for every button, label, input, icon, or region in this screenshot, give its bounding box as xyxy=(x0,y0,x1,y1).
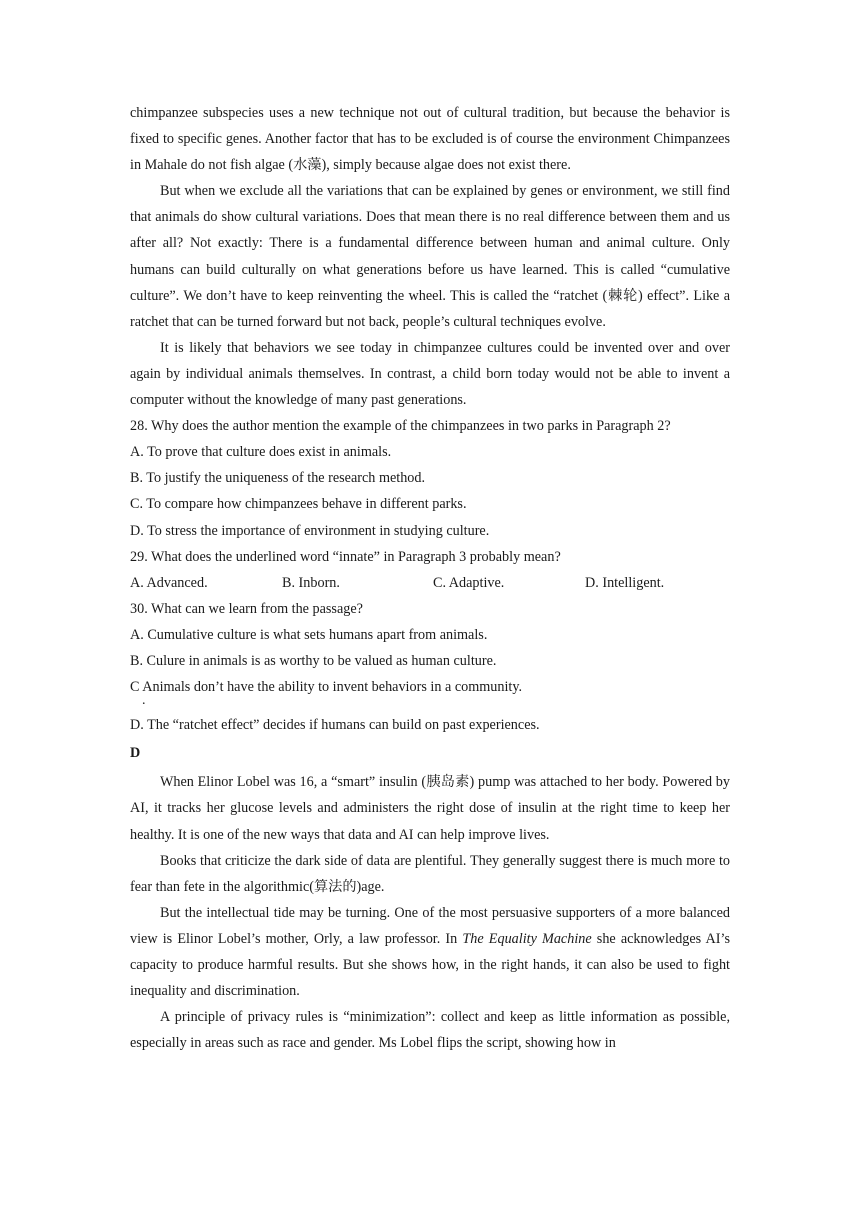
exam-page xyxy=(130,100,730,1056)
passage-d-paragraph-3-part-2: she acknowledges AI’s capacity to produce harmful results. But she shows how, in the right hands, it can also be used to fight inequality and discrimination. xyxy=(130,930,730,1000)
question-29-options xyxy=(130,570,730,596)
passage-d-paragraph-4: A principle of privacy rules is “minimization”: collect and keep as little information as possible, especially in areas such as race and gender. Ms Lobel flips the script, showing how in xyxy=(130,1009,730,1052)
question-30-stem: 30. What can we learn from the passage? xyxy=(130,600,363,617)
question-28-option-c: C. To compare how chimpanzees behave in different parks. xyxy=(130,496,467,513)
stray-dot: . xyxy=(142,693,146,709)
question-29-stem: 29. What does the underlined word “innate” in Paragraph 3 probably mean? xyxy=(130,548,561,565)
passage-d-paragraph-2: Books that criticize the dark side of data are plentiful. They generally suggest there is much more to fear than fete in the algorithmic(算法的)age. xyxy=(130,852,730,895)
question-28-option-b: B. To justify the uniqueness of the research method. xyxy=(130,470,426,487)
section-heading-d: D xyxy=(130,745,141,762)
passage-c-paragraph-2: But when we exclude all the variations that can be explained by genes or environment, we still find that animals do show cultural variations. Does that mean there is no real difference between them and us after all? Not exactly: There is a fundamental difference between human and animal culture. Only humans can build culturally on what generations before us have learned. This is called “cumulative culture”. We don’t have to keep reinventing the wheel. This is called the “ratchet (棘轮) effect”. Like a ratchet that can be turned forward but not back, people’s cultural techniques evolve. xyxy=(130,183,730,330)
question-29-option-c: C. Adaptive. xyxy=(433,574,505,591)
stray-dot-mark xyxy=(130,693,730,712)
question-28-stem: 28. Why does the author mention the example of the chimpanzees in two parks in Paragraph 2? xyxy=(130,418,671,435)
question-28-option-d: D. To stress the importance of environment in studying culture. xyxy=(130,522,490,539)
passage-d-paragraph-1: When Elinor Lobel was 16, a “smart” insulin (胰岛素) pump was attached to her body. Powered by AI, it tracks her glucose levels and administers the right dose of insulin at the right time to keep her healthy. It is one of the new ways that data and AI can help improve lives. xyxy=(130,774,730,843)
question-28-option-a: A. To prove that culture does exist in animals. xyxy=(130,444,392,461)
question-30-option-b: B. Culure in animals is as worthy to be valued as human culture. xyxy=(130,652,497,669)
question-29-option-a: A. Advanced. xyxy=(130,574,208,591)
passage-d-paragraph-3-part-1: But the intellectual tide may be turning. One of the most persuasive supporters of a more balanced view is Elinor Lobel’s mother, Orly, a law professor. In xyxy=(130,904,730,947)
question-30-option-a: A. Cumulative culture is what sets humans apart from animals. xyxy=(130,626,488,643)
question-29-option-d: D. Intelligent. xyxy=(585,574,665,591)
question-29-option-b: B. Inborn. xyxy=(282,574,340,591)
passage-d-paragraph-3 xyxy=(130,900,730,1004)
book-title: The Equality Machine xyxy=(462,930,592,947)
question-30-option-c: C Animals don’t have the ability to invent behaviors in a community. xyxy=(130,679,523,696)
passage-c-paragraph-3: It is likely that behaviors we see today in chimpanzee cultures could be invented over and over again by individual animals themselves. In contrast, a child born today would not be able to invent a computer without the knowledge of many past generations. xyxy=(130,339,730,409)
question-30-option-d: D. The “ratchet effect” decides if humans can build on past experiences. xyxy=(130,717,540,734)
passage-c-paragraph-1: chimpanzee subspecies uses a new technique not out of cultural tradition, but because the behavior is fixed to specific genes. Another factor that has to be excluded is of course the environment Chimpanzees in Mahale do not fish algae (水藻), simply because algae does not exist there. xyxy=(130,105,730,174)
